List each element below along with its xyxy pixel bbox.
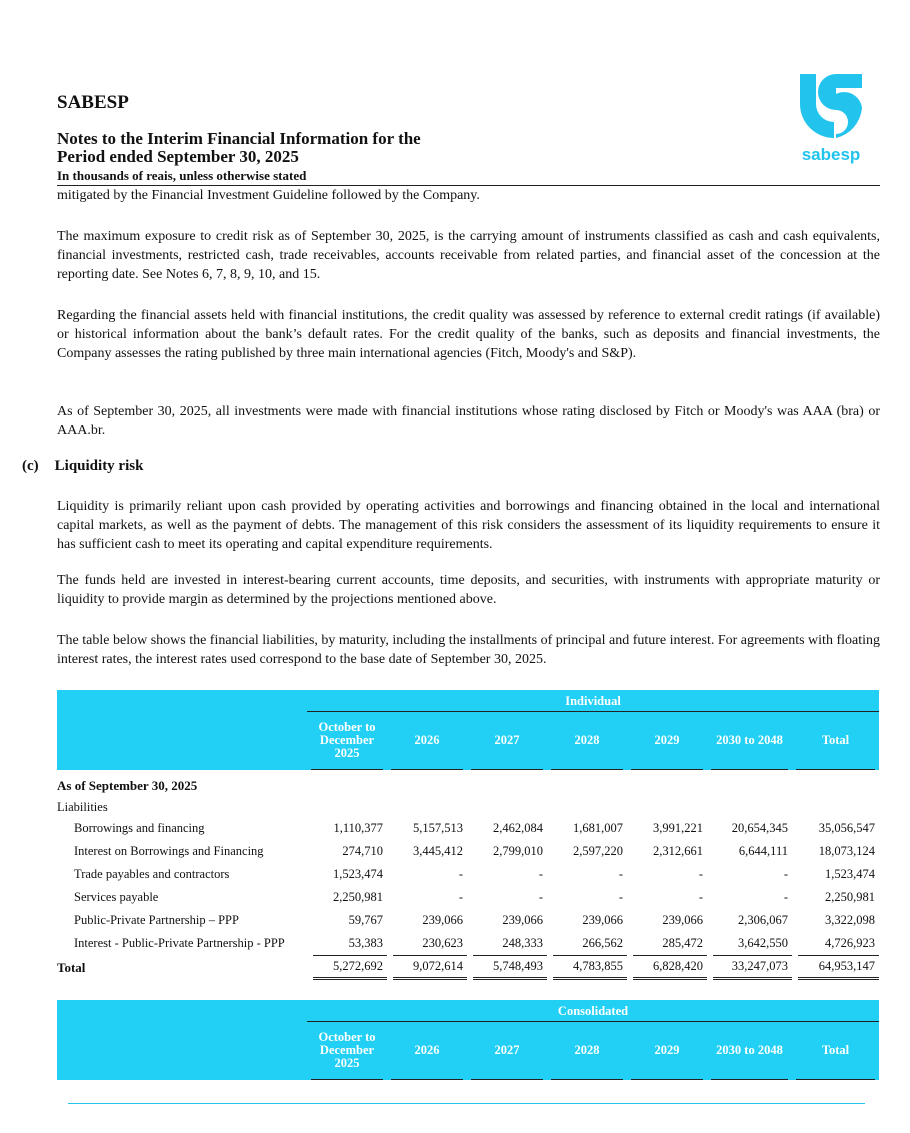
individual-table: [57, 690, 879, 978]
table-row: [57, 817, 879, 840]
table-cell: 5,748,493: [473, 955, 547, 980]
table-cell: 2,597,220: [573, 844, 623, 858]
report-title: [57, 130, 421, 166]
table-cell: 18,073,124: [818, 844, 875, 858]
table-cell: 2,312,661: [653, 844, 703, 858]
paragraph: The maximum exposure to credit risk as of September 30, 2025, is the carrying amount of instruments classified as cash and cash equivalents, financial investments, restricted cash, trade receivables, accounts receivable from related parties, and financial asset of the concession at the reporting date. See Notes 6, 7, 8, 9, 10, and 15.: [57, 229, 880, 282]
section-title: Liquidity risk: [54, 458, 144, 474]
column-header: 2026: [391, 1022, 463, 1080]
table-row: [57, 909, 879, 932]
paragraph: As of September 30, 2025, all investments were made with financial institutions whose rating disclosed by Fitch or Moody's was AAA (bra) or AAA.br.: [57, 404, 880, 438]
table-cell: -: [458, 867, 463, 881]
title-line-2: Period ended September 30, 2025: [57, 147, 299, 166]
row-label: Trade payables and contractors: [74, 867, 230, 881]
row-label: Services payable: [74, 890, 159, 904]
column-header: 2028: [551, 1022, 623, 1080]
title-line-1: Notes to the Interim Financial Information for the: [57, 129, 421, 148]
table-cell: 3,322,098: [825, 913, 875, 927]
table-cell: -: [618, 890, 623, 904]
table-cell: 2,250,981: [825, 890, 875, 904]
table-cell: 53,383: [348, 936, 383, 950]
table-cell: -: [458, 890, 463, 904]
table-cell: 64,953,147: [798, 955, 879, 980]
report-subtitle: In thousands of reais, unless otherwise stated: [57, 168, 307, 183]
paragraph: Liquidity is primarily reliant upon cash provided by operating activities and borrowings and financing obtained in the local and international capital markets, as well as the payment of debts. The management of this risk considers the assessment of its liquidity requirements to ensure it has sufficient cash to meet its operating and capital expenditure requirements.: [57, 499, 880, 552]
table-cell: 274,710: [342, 844, 383, 858]
table-cell: 35,056,547: [818, 821, 875, 835]
paragraph: The table below shows the financial liabilities, by maturity, including the installments of principal and future interest. For agreements with floating interest rates, the interest rates used correspond to the base date of September 30, 2025.: [57, 633, 880, 667]
svg-text:sabesp: sabesp: [801, 145, 861, 164]
column-header: 2029: [631, 712, 703, 770]
table-cell: 5,157,513: [413, 821, 463, 835]
table-cell: 266,562: [582, 936, 623, 950]
paragraph: Regarding the financial assets held with financial institutions, the credit quality was assessed by reference to external credit ratings (if available) or historical information about the bank’s default rates. For the credit quality of the banks, such as deposits and financial investments, the Company assesses the rating published by three main international agencies (Fitch, Moody's and S&P).: [57, 308, 880, 361]
row-label: Total: [57, 959, 86, 975]
table-cell: 59,767: [348, 913, 383, 927]
column-header: October to December 2025: [311, 1022, 383, 1080]
footer-rule: [68, 1103, 865, 1104]
total-row: [57, 955, 879, 978]
table-cell: -: [783, 867, 788, 881]
column-header: 2026: [391, 712, 463, 770]
column-header: 2029: [631, 1022, 703, 1080]
table-cell: 248,333: [502, 936, 543, 950]
table-cell: 239,066: [422, 913, 463, 927]
table-cell: 230,623: [422, 936, 463, 950]
table-cell: 6,644,111: [738, 844, 788, 858]
liabilities-label: Liabilities: [57, 800, 108, 814]
table-cell: 1,110,377: [333, 821, 383, 835]
column-header: 2028: [551, 712, 623, 770]
table-cell: 2,799,010: [493, 844, 543, 858]
table-cell: -: [698, 867, 703, 881]
consolidated-table: [57, 1000, 879, 1080]
paragraph: mitigated by the Financial Investment Guideline followed by the Company.: [57, 188, 480, 203]
group-header: Consolidated: [307, 1000, 879, 1022]
table-cell: 1,523,474: [333, 867, 383, 881]
table-cell: 4,783,855: [553, 955, 627, 980]
table-cell: -: [783, 890, 788, 904]
table-row: [57, 932, 879, 955]
table-cell: 2,306,067: [738, 913, 788, 927]
company-name: SABESP: [57, 92, 129, 113]
table-cell: 4,726,923: [825, 936, 875, 950]
row-label: Borrowings and financing: [74, 821, 205, 835]
as-of-label: As of September 30, 2025: [57, 778, 198, 793]
table-cell: 239,066: [662, 913, 703, 927]
table-row: [57, 863, 879, 886]
table-cell: -: [538, 890, 543, 904]
table-cell: 2,462,084: [493, 821, 543, 835]
table-cell: 3,642,550: [738, 936, 788, 950]
row-label: Interest - Public-Private Partnership - PPP: [74, 936, 285, 950]
table-cell: 3,991,221: [653, 821, 703, 835]
table-cell: -: [618, 867, 623, 881]
table-cell: -: [698, 890, 703, 904]
table-cell: 5,272,692: [313, 955, 387, 980]
table-row: [57, 840, 879, 863]
table-cell: 3,445,412: [413, 844, 463, 858]
sabesp-logo: [796, 70, 866, 165]
column-header: 2030 to 2048: [711, 1022, 788, 1080]
table-cell: 1,523,474: [825, 867, 875, 881]
section-letter: (c): [22, 458, 39, 474]
column-header: Total: [796, 712, 875, 770]
table-cell: 285,472: [662, 936, 703, 950]
group-header: Individual: [307, 690, 879, 712]
table-cell: 1,681,007: [573, 821, 623, 835]
row-label: Public-Private Partnership – PPP: [74, 913, 239, 927]
column-header: 2027: [471, 1022, 543, 1080]
row-label: Interest on Borrowings and Financing: [74, 844, 264, 858]
column-header: October to December 2025: [311, 712, 383, 770]
table-cell: 33,247,073: [713, 955, 792, 980]
column-header: Total: [796, 1022, 875, 1080]
table-cell: 239,066: [582, 913, 623, 927]
table-cell: -: [538, 867, 543, 881]
table-cell: 9,072,614: [393, 955, 467, 980]
column-header: 2030 to 2048: [711, 712, 788, 770]
table-row: [57, 886, 879, 909]
table-cell: 239,066: [502, 913, 543, 927]
section-heading: [22, 458, 143, 475]
table-cell: 20,654,345: [731, 821, 788, 835]
column-header: 2027: [471, 712, 543, 770]
table-cell: 2,250,981: [333, 890, 383, 904]
table-cell: 6,828,420: [633, 955, 707, 980]
paragraph: The funds held are invested in interest-bearing current accounts, time deposits, and securities, with instruments with appropriate maturity or liquidity to provide margin as determined by the projections mentioned above.: [57, 573, 880, 607]
